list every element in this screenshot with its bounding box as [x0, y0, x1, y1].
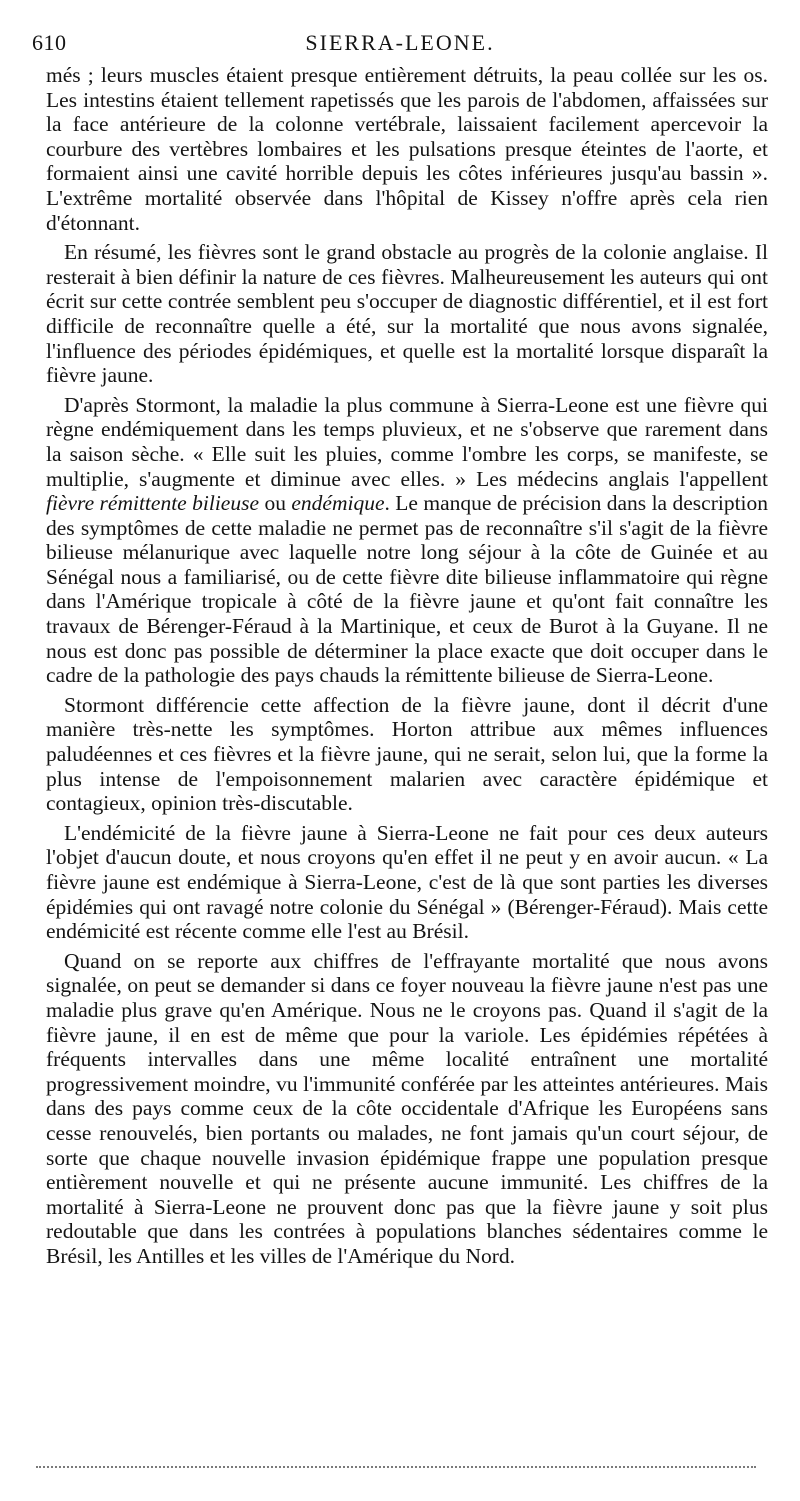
paragraph: més ; leurs muscles étaient presque entièrement détruits, la peau collée sur les os. Les intestins étaient tellement rapetissés que les parois de l'abdomen, affaissées sur la face antérieure de la colonne vertébrale, laissaient facilement apercevoir la courbure des vertèbres lombaires et les pulsations presque éteintes de l'aorte, et formaient ainsi une cavité horrible depuis les côtes inférieures jusqu'au bassin ». L'extrême mortalité observée dans l'hôpital de Kissey n'offre après cela rien d'étonnant. [46, 63, 768, 235]
footer-dotted-rule [36, 1466, 756, 1468]
emphasis-term: fièvre rémittente bilieuse [46, 491, 260, 516]
paragraph: L'endémicité de la fièvre jaune à Sierra-Leone ne fait pour ces deux auteurs l'objet d'aucun doute, et nous croyons qu'en effet il ne peut y en avoir aucun. « La fièvre jaune est endémique à Sierra-Leone, c'est de là que sont parties les diverses épidémies qui ont ravagé notre colonie du Sénégal » (Bérenger-Féraud). Mais cette endémicité est récente comme elle l'est au Brésil. [46, 820, 768, 944]
paragraph: Quand on se reporte aux chiffres de l'effrayante mortalité que nous avons signalée, on peut se demander si dans ce foyer nouveau la fièvre jaune n'est pas une maladie plus grave qu'en Amérique. Nous ne le croyons pas. Quand il s'agit de la fièvre jaune, il en est de même que pour la variole. Les épidémies répétées à fréquents intervalles dans une même localité entraînent une mortalité progressivement moindre, vu l'immunité conférée par les atteintes antérieures. Mais dans des pays comme ceux de la côte occidentale d'Afrique les Européens sans cesse renouvelés, bien portants ou malades, ne font jamais qu'un court séjour, de sorte que chaque nouvelle invasion épidémique frappe une population presque entièrement nouvelle et qui ne présente aucune immunité. Les chiffres de la mortalité à Sierra-Leone ne prouvent donc pas que la fièvre jaune y soit plus redoutable que dans les contrées à populations blanches sédentaires comme le Brésil, les Antilles et les villes de l'Amérique du Nord. [46, 948, 768, 1268]
paragraph: Stormont différencie cette affection de la fièvre jaune, dont il décrit d'une manière très-nette les symptômes. Horton attribue aux mêmes influences paludéennes et ces fièvres et la fièvre jaune, qui ne serait, selon lui, que la forme la plus intense de l'empoisonnement malarien avec caractère épidémique et contagieux, opinion très-discutable. [46, 692, 768, 816]
paragraph [46, 393, 768, 688]
paragraph-text: D'après Stormont, la maladie la plus commune à Sierra-Leone est une fièvre qui règne endémiquement dans les temps pluvieux, et ne s'observe que rarement dans la saison sèche. « Elle suit les pluies, comme l'ombre les corps, se manifeste, se multiplie, s'augmente et diminue avec elles. » Les médecins anglais l'appellent [46, 392, 768, 491]
paragraph-text: . Le manque de précision dans la description des symptômes de cette maladie ne permet pas de reconnaître s'il s'agit de la fièvre bilieuse mélanurique avec laquelle notre long séjour à la côte de Guinée et au Sénégal nous a familiarisé, ou de cette fièvre dite bilieuse inflammatoire qui règne dans l'Amérique tropicale à côté de la fièvre jaune et qu'ont fait connaître les travaux de Bérenger-Féraud à la Martinique, et ceux de Burot à la Guyane. Il ne nous est donc pas possible de déterminer la place exacte que doit occuper dans le cadre de la pathologie des pays chauds la rémittente bilieuse de Sierra-Leone. [46, 491, 769, 688]
page-header [32, 30, 768, 60]
running-head: SIERRA-LEONE. [305, 30, 495, 55]
paragraph: En résumé, les fièvres sont le grand obstacle au progrès de la colonie anglaise. Il resterait à bien définir la nature de ces fièvres. Malheureusement les auteurs qui ont écrit sur cette contrée semblent peu s'occuper de diagnostic différentiel, et il est fort difficile de reconnaître quelle a été, sur la mortalité que nous avons signalée, l'influence des périodes épidémiques, et quelle est la mortalité lorsque disparaît la fièvre jaune. [46, 240, 768, 388]
body-text [46, 63, 768, 1274]
paragraph-text: ou [264, 491, 286, 516]
page-number: 610 [32, 30, 67, 55]
emphasis-term: endémique [291, 491, 385, 516]
